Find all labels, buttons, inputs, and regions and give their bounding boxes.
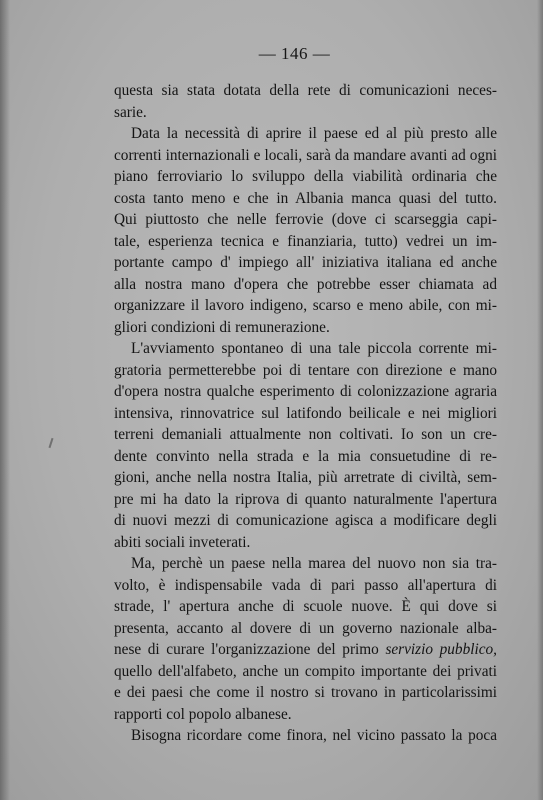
text-line: L'avviamento spontaneo di una tale piccola corrente mi- xyxy=(131,340,497,357)
italic-phrase: servizio pubblico, xyxy=(385,641,497,658)
text-line: tale, esperienza tecnica e finanziaria, tutto) vedrei un im- xyxy=(114,232,497,250)
text-line: presenta, accanto al dovere di un governo nazionale alba- xyxy=(114,619,497,637)
text-line-with-italic xyxy=(114,639,497,661)
text-line: correnti internazionali e locali, sarà da mandare avanti ad ogni xyxy=(114,146,497,164)
text-line: e dei paesi che come il nostro si trovano in particolarissimi xyxy=(114,684,497,701)
text-line: strade, l' apertura anche di scuole nuove. È qui dove si xyxy=(114,598,497,615)
text-line: volto, è indispensabile vada di pari passo all'apertura di xyxy=(114,576,497,594)
text-line: alla nostra mano d'opera che potrebbe esser chiamata ad xyxy=(114,275,497,293)
text-line: pre mi ha dato la riprova di quanto naturalmente l'apertura xyxy=(114,490,497,508)
text-line: dente convinto nella strada e la mia consuetudine di re- xyxy=(114,447,497,465)
text-line: d'opera nostra qualche esperimento di colonizzazione agraria xyxy=(114,383,497,400)
text-line: piano ferroviario lo sviluppo della viabilità ordinaria che xyxy=(114,168,497,185)
text-line: gioni, anche nella nostra Italia, più arretrate di civiltà, sem- xyxy=(114,469,497,486)
text-line: Qui piuttosto che nelle ferrovie (dove ci scarseggia capi- xyxy=(114,211,497,228)
body-text xyxy=(114,80,497,747)
text-line: Ma, perchè un paese nella marea del nuovo non sia tra- xyxy=(131,555,497,572)
ink-speck xyxy=(49,438,54,448)
text-line: terreni demaniali attualmente non coltivati. Io son un cre- xyxy=(114,426,497,443)
text-fragment: nese di curare l'organizzazione del primo xyxy=(114,641,386,658)
text-line: abiti sociali inveterati. xyxy=(114,533,251,551)
text-line: gliori condizioni di remunerazione. xyxy=(114,318,330,336)
text-line: di nuovi mezzi di comunicazione agisca a modificare degli xyxy=(114,512,497,529)
page-edge-shadow-left xyxy=(0,0,10,800)
text-line: sarie. xyxy=(114,103,147,121)
text-line: Bisogna ricordare come finora, nel vicino passato la poca xyxy=(131,727,497,744)
text-line: Data la necessità di aprire il paese ed al più presto alle xyxy=(131,125,497,142)
page-edge-shadow-right xyxy=(537,0,543,800)
text-line: organizzare il lavoro indigeno, scarso e meno abile, con mi- xyxy=(114,297,497,314)
text-line: gratoria permetterebbe poi di tentare con direzione e mano xyxy=(114,361,497,379)
text-line: rapporti col popolo albanese. xyxy=(114,705,292,723)
text-line: quello dell'alfabeto, anche un compito importante dei privati xyxy=(114,662,497,680)
text-line: intensiva, rinnovatrice sul latifondo beilicale e nei migliori xyxy=(114,404,497,422)
text-line: costa tanto meno e che in Albania manca quasi del tutto. xyxy=(114,189,497,207)
text-line: questa sia stata dotata della rete di comunicazioni neces- xyxy=(114,82,497,99)
text-line: portante campo d' impiego all' iniziativa italiana ed anche xyxy=(114,254,497,271)
page-number: — 146 — xyxy=(258,44,331,63)
